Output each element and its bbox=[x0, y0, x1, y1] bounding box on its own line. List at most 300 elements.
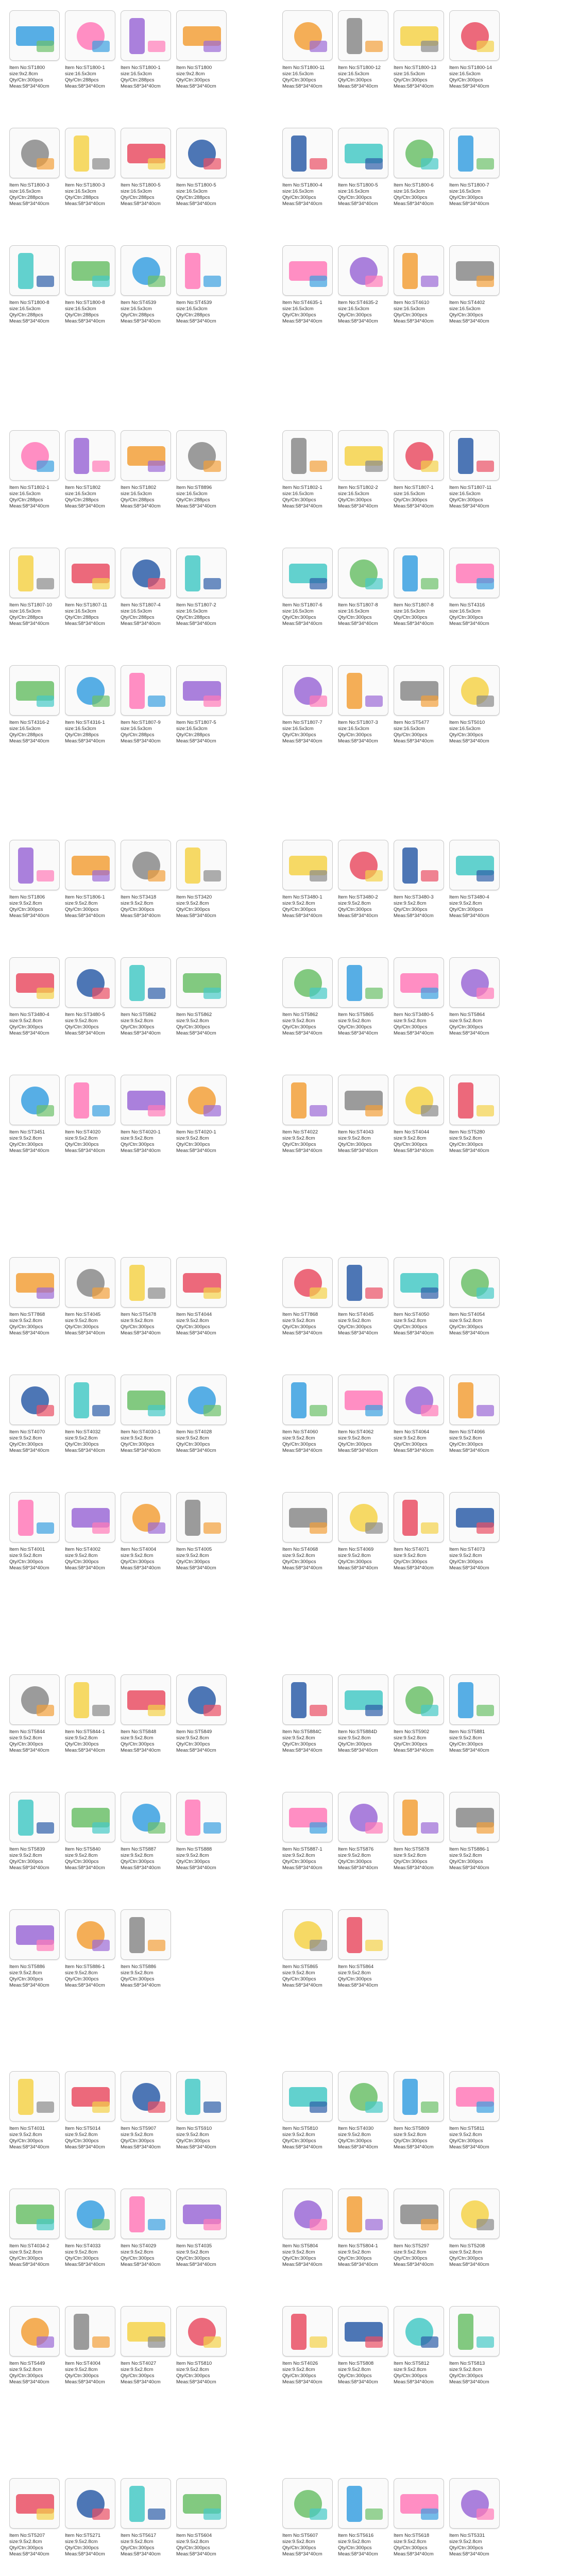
product-photo bbox=[65, 430, 115, 481]
caption-line: Qty/Ctn:300pcs bbox=[282, 2138, 316, 2144]
product-card bbox=[9, 840, 60, 957]
caption-line: size:16.5x3cm bbox=[9, 189, 41, 194]
product-card bbox=[121, 2478, 171, 2576]
pill-box-lid-shape bbox=[310, 1287, 327, 1299]
product-card bbox=[9, 1909, 60, 2027]
product-photo bbox=[9, 2306, 60, 2357]
product-card bbox=[9, 1792, 60, 1909]
caption-line: Item No:ST5014 bbox=[65, 2126, 101, 2131]
product-photo bbox=[449, 840, 500, 890]
product-caption bbox=[176, 300, 227, 358]
product-card bbox=[65, 1792, 115, 1909]
caption-line: size:9.5x2.8cm bbox=[449, 901, 482, 906]
caption-line: Qty/Ctn:300pcs bbox=[449, 1142, 483, 1147]
pill-box-lid-shape bbox=[92, 1405, 110, 1416]
product-caption bbox=[449, 1729, 500, 1787]
caption-line: Meas:58*34*40cm bbox=[121, 913, 161, 919]
product-photo bbox=[449, 1674, 500, 1725]
caption-line: Qty/Ctn:300pcs bbox=[121, 1024, 155, 1030]
caption-line: Meas:58*34*40cm bbox=[394, 1330, 434, 1336]
caption-line: Meas:58*34*40cm bbox=[9, 318, 49, 324]
product-card bbox=[338, 10, 388, 128]
product-caption bbox=[449, 602, 500, 660]
caption-line: size:9.5x2.8cm bbox=[65, 2367, 98, 2372]
pill-box-shape bbox=[18, 2079, 33, 2115]
caption-line: Item No:ST3480-4 bbox=[449, 894, 489, 900]
caption-line: Qty/Ctn:300pcs bbox=[65, 1859, 99, 1865]
pill-box-shape bbox=[347, 2196, 362, 2232]
product-photo bbox=[338, 840, 388, 890]
product-caption bbox=[282, 2243, 333, 2301]
pill-box-lid-shape bbox=[365, 696, 383, 707]
caption-line: Item No:ST4402 bbox=[449, 300, 485, 306]
product-card bbox=[394, 1492, 444, 1609]
caption-line: Qty/Ctn:300pcs bbox=[121, 2545, 155, 2551]
pill-box-lid-shape bbox=[310, 696, 327, 707]
caption-line: Item No:ST1807-3 bbox=[338, 720, 378, 725]
caption-line: Qty/Ctn:300pcs bbox=[9, 1859, 43, 1865]
caption-line: Meas:58*34*40cm bbox=[65, 1448, 105, 1453]
product-photo bbox=[9, 245, 60, 296]
caption-line: Qty/Ctn:300pcs bbox=[176, 2138, 210, 2144]
caption-line: Meas:58*34*40cm bbox=[338, 503, 378, 509]
caption-line: Item No:ST5010 bbox=[449, 720, 485, 725]
product-caption bbox=[121, 720, 171, 777]
caption-line: Item No:ST5886-1 bbox=[65, 1964, 105, 1970]
product-caption bbox=[9, 894, 60, 952]
caption-line: Meas:58*34*40cm bbox=[394, 1565, 434, 1571]
caption-line: size:16.5x3cm bbox=[394, 306, 425, 312]
product-caption bbox=[121, 1012, 171, 1070]
caption-line: Meas:58*34*40cm bbox=[338, 1448, 378, 1453]
product-photo bbox=[65, 10, 115, 61]
caption-line: size:16.5x3cm bbox=[176, 306, 208, 312]
product-card bbox=[121, 665, 171, 783]
pill-box-lid-shape bbox=[310, 276, 327, 287]
product-card bbox=[65, 128, 115, 245]
caption-line: Item No:ST5812 bbox=[394, 2361, 430, 2366]
caption-line: size:9.5x2.8cm bbox=[65, 1970, 98, 1976]
product-photo bbox=[282, 840, 333, 890]
caption-line: Meas:58*34*40cm bbox=[282, 913, 322, 919]
pill-box-lid-shape bbox=[203, 578, 221, 589]
caption-line: Meas:58*34*40cm bbox=[394, 738, 434, 744]
product-card bbox=[176, 2189, 227, 2306]
caption-line: Qty/Ctn:300pcs bbox=[394, 1142, 428, 1147]
product-card bbox=[121, 10, 171, 128]
product-caption bbox=[121, 1547, 171, 1604]
pill-box-shape bbox=[129, 1917, 145, 1953]
product-card bbox=[449, 2071, 500, 2189]
product-photo bbox=[338, 2189, 388, 2239]
caption-line: size:9.5x2.8cm bbox=[176, 1735, 209, 1741]
caption-line: size:9.5x2.8cm bbox=[338, 1018, 371, 1024]
caption-line: Qty/Ctn:300pcs bbox=[176, 2545, 210, 2551]
caption-line: size:9.5x2.8cm bbox=[176, 1018, 209, 1024]
pill-box-lid-shape bbox=[477, 2219, 494, 2230]
caption-line: Item No:ST5808 bbox=[338, 2361, 374, 2366]
product-caption bbox=[394, 1729, 444, 1787]
caption-line: Item No:ST4034-2 bbox=[9, 2243, 49, 2249]
caption-line: Meas:58*34*40cm bbox=[176, 2144, 216, 2150]
caption-line: Meas:58*34*40cm bbox=[176, 1148, 216, 1154]
caption-line: Item No:ST4635-1 bbox=[282, 300, 322, 306]
caption-line: size:9.5x2.8cm bbox=[338, 901, 371, 906]
product-card bbox=[282, 10, 333, 128]
pill-box-lid-shape bbox=[37, 1822, 54, 1834]
pill-box-lid-shape bbox=[203, 1522, 221, 1534]
product-card bbox=[449, 1492, 500, 1609]
caption-line: Meas:58*34*40cm bbox=[121, 1865, 161, 1871]
caption-line: Qty/Ctn:300pcs bbox=[394, 312, 428, 318]
pill-box-lid-shape bbox=[421, 2219, 438, 2230]
product-photo bbox=[338, 665, 388, 716]
product-card bbox=[394, 548, 444, 665]
caption-line: Item No:ST1807-8 bbox=[394, 602, 434, 608]
caption-line: Meas:58*34*40cm bbox=[9, 1565, 49, 1571]
caption-line: Meas:58*34*40cm bbox=[282, 738, 322, 744]
product-card bbox=[338, 2071, 388, 2189]
pill-box-lid-shape bbox=[477, 696, 494, 707]
caption-line: size:9.5x2.8cm bbox=[282, 1435, 315, 1441]
caption-line: Meas:58*34*40cm bbox=[176, 1565, 216, 1571]
pill-box-lid-shape bbox=[92, 1287, 110, 1299]
product-card bbox=[338, 1792, 388, 1909]
caption-line: size:9.5x2.8cm bbox=[121, 2367, 154, 2372]
caption-line: Item No:ST4073 bbox=[449, 1547, 485, 1552]
product-photo bbox=[282, 957, 333, 1008]
product-card bbox=[65, 10, 115, 128]
caption-line: size:9.5x2.8cm bbox=[176, 1318, 209, 1324]
product-caption bbox=[121, 1846, 171, 1904]
product-caption bbox=[121, 2243, 171, 2301]
product-caption bbox=[121, 894, 171, 952]
caption-line: Qty/Ctn:288pcs bbox=[121, 732, 155, 738]
caption-line: Qty/Ctn:300pcs bbox=[9, 1976, 43, 1982]
caption-line: size:9.5x2.8cm bbox=[121, 1553, 154, 1558]
product-card bbox=[121, 1792, 171, 1909]
product-caption bbox=[449, 182, 500, 240]
caption-line: Meas:58*34*40cm bbox=[338, 2551, 378, 2557]
caption-line: Meas:58*34*40cm bbox=[394, 2551, 434, 2557]
pill-box-lid-shape bbox=[310, 1705, 327, 1716]
caption-line: Meas:58*34*40cm bbox=[338, 1982, 378, 1988]
caption-line: size:9.5x2.8cm bbox=[394, 1136, 427, 1141]
caption-line: Item No:ST4070 bbox=[9, 1429, 45, 1435]
caption-line: Meas:58*34*40cm bbox=[65, 1865, 105, 1871]
caption-line: Meas:58*34*40cm bbox=[65, 1030, 105, 1036]
caption-line: Meas:58*34*40cm bbox=[394, 503, 434, 509]
pill-box-lid-shape bbox=[92, 2219, 110, 2230]
product-card bbox=[449, 1375, 500, 1492]
caption-line: size:9.5x2.8cm bbox=[121, 1136, 154, 1141]
caption-line: Meas:58*34*40cm bbox=[121, 2144, 161, 2150]
caption-line: Meas:58*34*40cm bbox=[338, 913, 378, 919]
product-caption bbox=[176, 182, 227, 240]
caption-line: size:16.5x3cm bbox=[449, 608, 481, 614]
product-caption bbox=[394, 2243, 444, 2301]
product-photo bbox=[282, 2306, 333, 2357]
caption-line: size:9.5x2.8cm bbox=[449, 1018, 482, 1024]
pill-box-lid-shape bbox=[148, 1105, 165, 1116]
caption-line: Item No:ST4062 bbox=[338, 1429, 374, 1435]
caption-line: size:9x2.8cm bbox=[176, 71, 205, 77]
caption-line: Item No:ST4045 bbox=[65, 1312, 101, 1317]
product-photo bbox=[65, 2071, 115, 2122]
caption-line: size:9.5x2.8cm bbox=[282, 1018, 315, 1024]
caption-line: Item No:ST1800-12 bbox=[338, 65, 381, 71]
caption-line: Meas:58*34*40cm bbox=[121, 621, 161, 626]
product-group bbox=[9, 10, 227, 363]
pill-box-lid-shape bbox=[37, 1940, 54, 1951]
caption-line: Meas:58*34*40cm bbox=[176, 1865, 216, 1871]
caption-line: Qty/Ctn:300pcs bbox=[65, 2256, 99, 2261]
product-caption bbox=[449, 1312, 500, 1369]
caption-line: Meas:58*34*40cm bbox=[394, 1030, 434, 1036]
caption-line: Item No:ST1800-5 bbox=[176, 182, 216, 188]
pill-box-lid-shape bbox=[421, 2336, 438, 2348]
product-photo bbox=[9, 1674, 60, 1725]
product-caption bbox=[65, 602, 115, 660]
pill-box-lid-shape bbox=[477, 2509, 494, 2520]
caption-line: Meas:58*34*40cm bbox=[338, 1865, 378, 1871]
product-photo bbox=[9, 2071, 60, 2122]
caption-line: Item No:ST4030-1 bbox=[121, 1429, 161, 1435]
product-photo bbox=[176, 1257, 227, 1308]
caption-line: size:16.5x3cm bbox=[282, 491, 314, 497]
caption-line: Qty/Ctn:288pcs bbox=[9, 195, 43, 200]
product-photo bbox=[176, 665, 227, 716]
caption-line: Qty/Ctn:300pcs bbox=[338, 312, 372, 318]
product-caption bbox=[282, 2126, 333, 2183]
caption-line: Qty/Ctn:288pcs bbox=[65, 615, 99, 620]
pill-box-lid-shape bbox=[421, 578, 438, 589]
caption-line: Item No:ST1807-11 bbox=[65, 602, 108, 608]
caption-line: Qty/Ctn:300pcs bbox=[121, 2138, 155, 2144]
caption-line: Item No:ST5809 bbox=[394, 2126, 430, 2131]
caption-line: Meas:58*34*40cm bbox=[176, 621, 216, 626]
product-caption bbox=[65, 485, 115, 543]
caption-line: size:16.5x3cm bbox=[65, 306, 96, 312]
caption-line: Item No:ST4020 bbox=[65, 1129, 101, 1135]
product-photo bbox=[176, 1375, 227, 1425]
caption-line: Meas:58*34*40cm bbox=[65, 1148, 105, 1154]
product-caption bbox=[65, 1846, 115, 1904]
product-photo bbox=[121, 840, 171, 890]
caption-line: size:9.5x2.8cm bbox=[394, 2367, 427, 2372]
pill-box-lid-shape bbox=[37, 1705, 54, 1716]
caption-line: Qty/Ctn:300pcs bbox=[282, 77, 316, 83]
product-card bbox=[176, 1257, 227, 1375]
product-card bbox=[65, 665, 115, 783]
caption-line: Qty/Ctn:300pcs bbox=[338, 2373, 372, 2379]
product-caption bbox=[65, 720, 115, 777]
product-caption bbox=[176, 485, 227, 543]
product-card bbox=[9, 548, 60, 665]
product-group bbox=[9, 1257, 227, 1609]
caption-line: Qty/Ctn:300pcs bbox=[121, 2256, 155, 2261]
caption-line: size:9.5x2.8cm bbox=[9, 1970, 42, 1976]
product-card bbox=[449, 2478, 500, 2576]
caption-line: Item No:ST4054 bbox=[449, 1312, 485, 1317]
caption-line: Item No:ST5804-1 bbox=[338, 2243, 378, 2249]
product-photo bbox=[65, 1909, 115, 1960]
pill-box-lid-shape bbox=[203, 1705, 221, 1716]
caption-line: Item No:ST5844-1 bbox=[65, 1729, 105, 1735]
caption-line: Item No:ST1800 bbox=[9, 65, 45, 71]
product-caption bbox=[394, 1429, 444, 1487]
caption-line: Item No:ST1807-2 bbox=[176, 602, 216, 608]
product-caption bbox=[449, 1012, 500, 1070]
product-caption bbox=[9, 65, 60, 123]
caption-line: Item No:ST5297 bbox=[394, 2243, 430, 2249]
product-caption bbox=[121, 1429, 171, 1487]
caption-line: Qty/Ctn:288pcs bbox=[65, 195, 99, 200]
caption-line: Meas:58*34*40cm bbox=[338, 1565, 378, 1571]
product-photo bbox=[282, 1492, 333, 1543]
pill-box-lid-shape bbox=[477, 461, 494, 472]
caption-line: Qty/Ctn:300pcs bbox=[449, 732, 483, 738]
caption-line: Item No:ST1800-14 bbox=[449, 65, 492, 71]
caption-line: Qty/Ctn:300pcs bbox=[282, 1976, 316, 1982]
caption-line: Meas:58*34*40cm bbox=[449, 1865, 489, 1871]
pill-box-lid-shape bbox=[421, 1522, 438, 1534]
product-photo bbox=[338, 548, 388, 598]
caption-line: Item No:ST1807-9 bbox=[121, 720, 161, 725]
pill-box-lid-shape bbox=[365, 158, 383, 170]
pill-box-lid-shape bbox=[92, 988, 110, 999]
product-card bbox=[449, 2189, 500, 2306]
product-photo bbox=[338, 957, 388, 1008]
caption-line: Item No:ST1800-5 bbox=[338, 182, 378, 188]
caption-line: Item No:ST3451 bbox=[9, 1129, 45, 1135]
caption-line: Meas:58*34*40cm bbox=[9, 1865, 49, 1871]
product-card bbox=[338, 2306, 388, 2424]
pill-box-lid-shape bbox=[203, 870, 221, 882]
product-caption bbox=[282, 1729, 333, 1787]
caption-line: Meas:58*34*40cm bbox=[282, 83, 322, 89]
caption-line: Qty/Ctn:300pcs bbox=[176, 1741, 210, 1747]
caption-line: Meas:58*34*40cm bbox=[9, 913, 49, 919]
caption-line: Qty/Ctn:300pcs bbox=[282, 615, 316, 620]
product-card bbox=[176, 128, 227, 245]
pill-box-shape bbox=[74, 135, 89, 172]
caption-line: size:16.5x3cm bbox=[9, 726, 41, 732]
product-photo bbox=[176, 2071, 227, 2122]
caption-line: Meas:58*34*40cm bbox=[121, 2379, 161, 2385]
caption-line: size:9.5x2.8cm bbox=[338, 2367, 371, 2372]
caption-line: Meas:58*34*40cm bbox=[65, 318, 105, 324]
product-photo bbox=[338, 2071, 388, 2122]
product-caption bbox=[176, 1312, 227, 1369]
pill-box-lid-shape bbox=[92, 158, 110, 170]
caption-line: Meas:58*34*40cm bbox=[449, 83, 489, 89]
pill-box-lid-shape bbox=[421, 870, 438, 882]
caption-line: Meas:58*34*40cm bbox=[449, 621, 489, 626]
caption-line: Qty/Ctn:300pcs bbox=[121, 1324, 155, 1330]
caption-line: size:9.5x2.8cm bbox=[176, 2249, 209, 2255]
pill-box-lid-shape bbox=[421, 696, 438, 707]
caption-line: Qty/Ctn:300pcs bbox=[65, 907, 99, 912]
product-caption bbox=[9, 1312, 60, 1369]
product-card bbox=[176, 430, 227, 548]
pill-box-lid-shape bbox=[365, 2509, 383, 2520]
caption-line: Meas:58*34*40cm bbox=[9, 621, 49, 626]
pill-box-lid-shape bbox=[37, 870, 54, 882]
product-card bbox=[394, 2189, 444, 2306]
caption-line: size:9.5x2.8cm bbox=[449, 1735, 482, 1741]
pill-box-lid-shape bbox=[310, 578, 327, 589]
caption-line: size:9.5x2.8cm bbox=[338, 1318, 371, 1324]
product-card bbox=[65, 548, 115, 665]
caption-line: Meas:58*34*40cm bbox=[65, 738, 105, 744]
pill-box-lid-shape bbox=[477, 578, 494, 589]
caption-line: Item No:ST1806-1 bbox=[65, 894, 105, 900]
product-photo bbox=[449, 245, 500, 296]
pill-box-lid-shape bbox=[92, 578, 110, 589]
product-card bbox=[121, 1492, 171, 1609]
caption-line: size:9.5x2.8cm bbox=[65, 1553, 98, 1558]
caption-line: size:9.5x2.8cm bbox=[65, 2539, 98, 2545]
product-photo bbox=[282, 1375, 333, 1425]
product-caption bbox=[121, 485, 171, 543]
product-caption bbox=[176, 2533, 227, 2576]
caption-line: Item No:ST3480-4 bbox=[9, 1012, 49, 1018]
pill-box-lid-shape bbox=[37, 276, 54, 287]
caption-line: Qty/Ctn:300pcs bbox=[282, 1142, 316, 1147]
caption-line: size:9.5x2.8cm bbox=[176, 1435, 209, 1441]
caption-line: Qty/Ctn:288pcs bbox=[176, 615, 210, 620]
caption-line: Qty/Ctn:300pcs bbox=[9, 1324, 43, 1330]
product-caption bbox=[282, 2533, 333, 2576]
caption-line: size:9.5x2.8cm bbox=[176, 2367, 209, 2372]
pill-box-lid-shape bbox=[203, 461, 221, 472]
caption-line: Item No:ST4044 bbox=[394, 1129, 430, 1135]
caption-line: size:16.5x3cm bbox=[449, 71, 481, 77]
caption-line: size:16.5x3cm bbox=[176, 491, 208, 497]
caption-line: Qty/Ctn:300pcs bbox=[282, 1442, 316, 1447]
caption-line: Item No:ST4069 bbox=[338, 1547, 374, 1552]
pill-box-shape bbox=[129, 1265, 145, 1301]
pill-box-lid-shape bbox=[310, 158, 327, 170]
product-photo bbox=[65, 957, 115, 1008]
pill-box-lid-shape bbox=[365, 578, 383, 589]
product-photo bbox=[338, 1075, 388, 1125]
product-photo bbox=[449, 430, 500, 481]
caption-line: Item No:ST5902 bbox=[394, 1729, 430, 1735]
product-card bbox=[282, 430, 333, 548]
product-photo bbox=[394, 1674, 444, 1725]
caption-line: Qty/Ctn:300pcs bbox=[121, 1741, 155, 1747]
pill-box-lid-shape bbox=[148, 1822, 165, 1834]
product-photo bbox=[121, 957, 171, 1008]
caption-line: Meas:58*34*40cm bbox=[121, 1565, 161, 1571]
product-card bbox=[394, 1792, 444, 1909]
product-photo bbox=[394, 245, 444, 296]
caption-line: Qty/Ctn:300pcs bbox=[338, 1559, 372, 1565]
pill-box-shape bbox=[458, 438, 473, 474]
pill-box-shape bbox=[458, 1682, 473, 1718]
product-photo bbox=[282, 665, 333, 716]
product-photo bbox=[282, 1909, 333, 1960]
caption-line: Meas:58*34*40cm bbox=[282, 1565, 322, 1571]
product-photo bbox=[9, 1792, 60, 1842]
caption-line: Meas:58*34*40cm bbox=[176, 503, 216, 509]
caption-line: size:9.5x2.8cm bbox=[176, 901, 209, 906]
caption-line: Item No:ST3480-3 bbox=[394, 894, 434, 900]
product-card bbox=[9, 2478, 60, 2576]
product-photo bbox=[121, 548, 171, 598]
